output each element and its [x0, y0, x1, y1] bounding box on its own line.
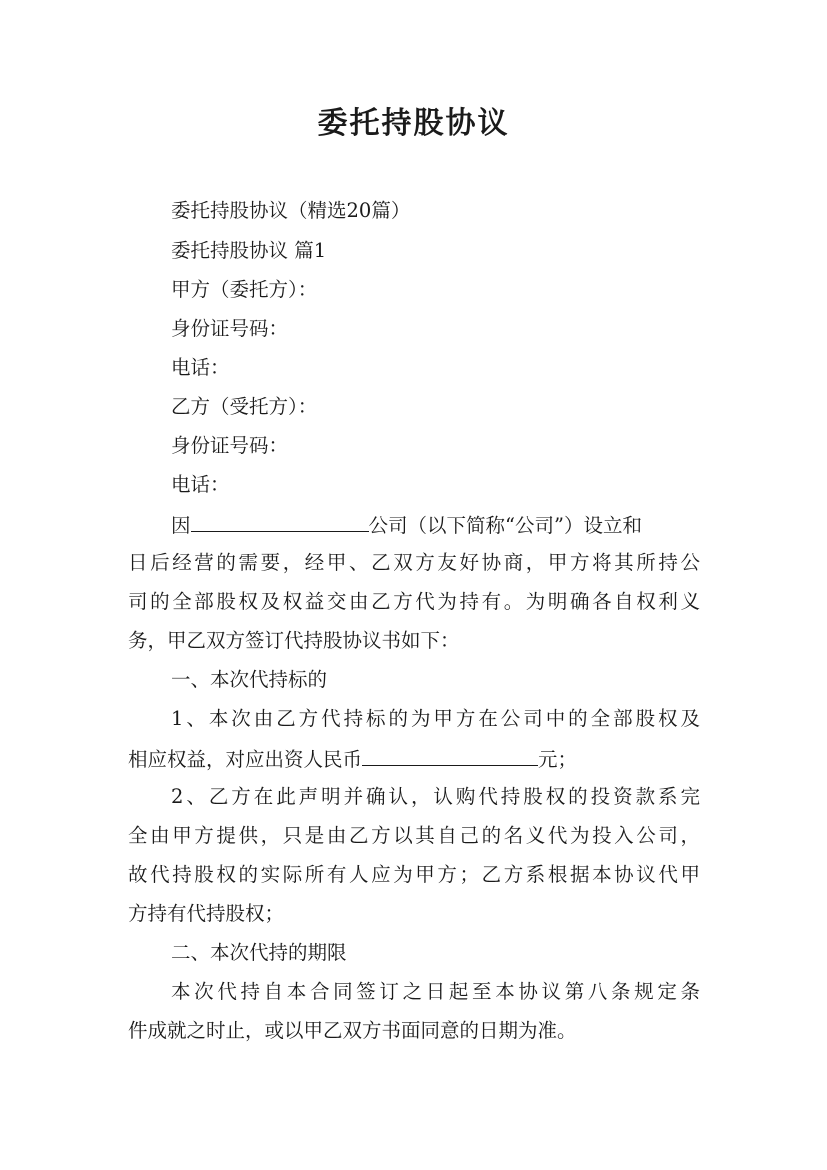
article-1-para-1-line-2	[128, 745, 700, 773]
article-1-para-2-line-3: 故代持股权的实际所有人应为甲方；乙方系根据本协议代甲	[128, 863, 700, 886]
intro-line-1	[171, 511, 700, 539]
subtitle: 委托持股协议（精选20篇）	[171, 199, 411, 222]
company-name-blank	[191, 511, 369, 532]
party-b-id-label: 身份证号码：	[171, 434, 289, 457]
section-title: 委托持股协议 篇1	[171, 239, 327, 262]
party-a-id-label: 身份证号码：	[171, 317, 289, 340]
article-1-para-1-line-1: 1、本次由乙方代持标的为甲方在公司中的全部股权及	[171, 707, 700, 730]
intro-suffix: 公司（以下简称“公司”）设立和	[368, 514, 642, 537]
article-1-para-2-line-4: 方持有代持股权；	[128, 902, 285, 925]
article-2-para-1-line-2: 件成就之时止，或以甲乙双方书面同意的日期为准。	[128, 1019, 577, 1042]
intro-line-2: 日后经营的需要，经甲、乙双方友好协商，甲方将其所持公	[128, 551, 700, 574]
intro-prefix: 因	[171, 514, 191, 537]
article-1-para-2-line-1: 2、乙方在此声明并确认，认购代持股权的投资款系完	[171, 785, 700, 808]
amount-prefix: 相应权益，对应出资人民币	[128, 748, 363, 771]
party-b-phone-label: 电话：	[171, 473, 230, 496]
article-1-para-2-line-2: 全由甲方提供，只是由乙方以其自己的名义代为投入公司，	[128, 824, 700, 847]
party-a-label: 甲方（委托方）：	[171, 278, 318, 301]
intro-line-3: 司的全部股权及权益交由乙方代为持有。为明确各自权利义	[128, 590, 700, 613]
amount-suffix: 元；	[538, 748, 578, 771]
party-b-label: 乙方（受托方）：	[171, 395, 318, 418]
article-1-heading: 一、本次代持标的	[171, 668, 328, 691]
intro-line-4: 务，甲乙双方签订代持股协议书如下：	[128, 629, 460, 652]
document-title: 委托持股协议	[317, 106, 510, 141]
amount-blank	[362, 745, 538, 766]
article-2-para-1-line-1: 本次代持自本合同签订之日起至本协议第八条规定条	[171, 980, 700, 1003]
party-a-phone-label: 电话：	[171, 356, 230, 379]
article-2-heading: 二、本次代持的期限	[171, 941, 347, 964]
